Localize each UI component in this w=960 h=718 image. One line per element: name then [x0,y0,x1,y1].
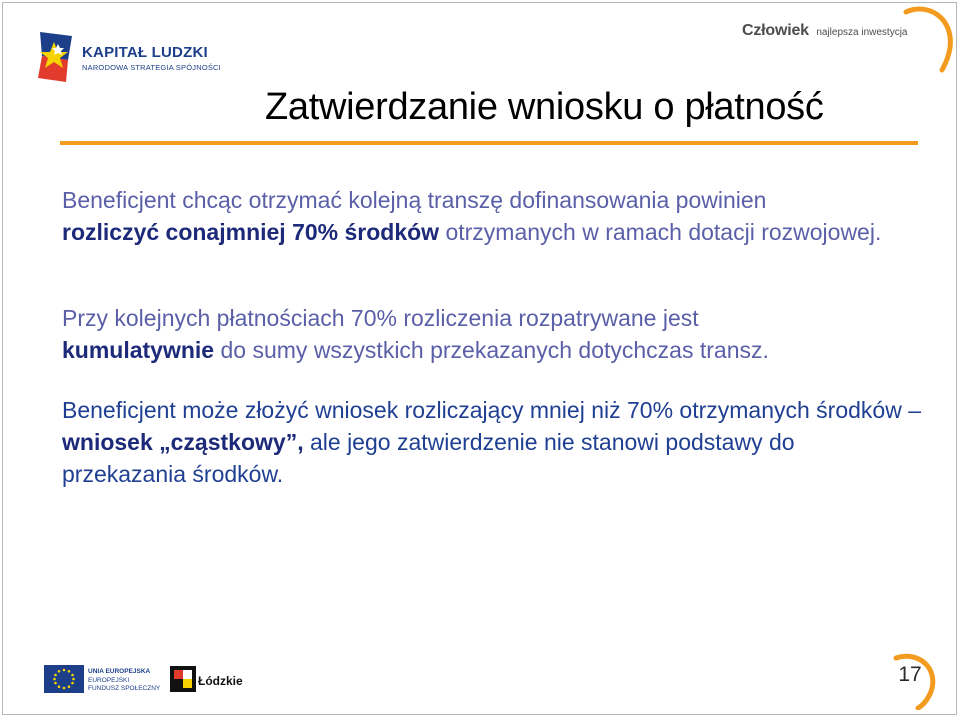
paragraph-2-text-b: do sumy wszystkich przekazanych dotychczas transz. [220,337,769,363]
logo-main-text: Człowiek [742,22,809,39]
paragraph-2-bold: kumulatywnie [62,337,215,363]
paragraph-3 [62,394,922,490]
paragraph-1 [62,184,922,248]
page-number: 17 [898,663,922,686]
kapital-ludzki-star-icon [36,30,76,88]
paragraph-3-text-a: Beneficjent może złożyć wniosek rozliczający mniej niż 70% otrzymanych środków – [62,397,922,423]
kapital-ludzki-logo [36,30,226,88]
logo-subtitle: NARODOWA STRATEGIA SPÓJNOŚCI [82,63,221,72]
paragraph-3-text-b: ale jego zatwierdzenie nie stanowi podstawy do przekazania środków. [62,429,795,487]
region-name: Łódzkie [198,674,243,688]
slide-title: Zatwierdzanie wniosku o płatność [265,86,824,128]
eu-flag-icon [44,665,84,693]
logo-tagline: najlepsza inwestycja [816,27,908,38]
paragraph-3-bold: wniosek „cząstkowy”, [62,429,304,455]
eu-line-2: EUROPEJSKI [88,676,130,684]
paragraph-1-text-b: otrzymanych w ramach dotacji rozwojowej. [445,219,882,245]
paragraph-2 [62,302,922,366]
eu-line-1: UNIA EUROPEJSKA [88,668,151,675]
orange-arc-icon [898,4,958,74]
czlowiek-logo [742,22,922,52]
eu-line-3: FUNDUSZ SPOŁECZNY [88,685,161,692]
title-underline [60,141,918,145]
paragraph-2-text-a: Przy kolejnych płatnościach 70% rozliczenia rozpatrywane jest [62,305,699,331]
paragraph-1-bold: rozliczyć conajmniej 70% środków [62,219,440,245]
eu-label [88,668,160,694]
lodzkie-logo-icon [170,666,196,692]
logo-title: KAPITAŁ LUDZKI [82,44,208,61]
paragraph-1-text-a: Beneficjent chcąc otrzymać kolejną transzę dofinansowania powinien [62,187,767,213]
